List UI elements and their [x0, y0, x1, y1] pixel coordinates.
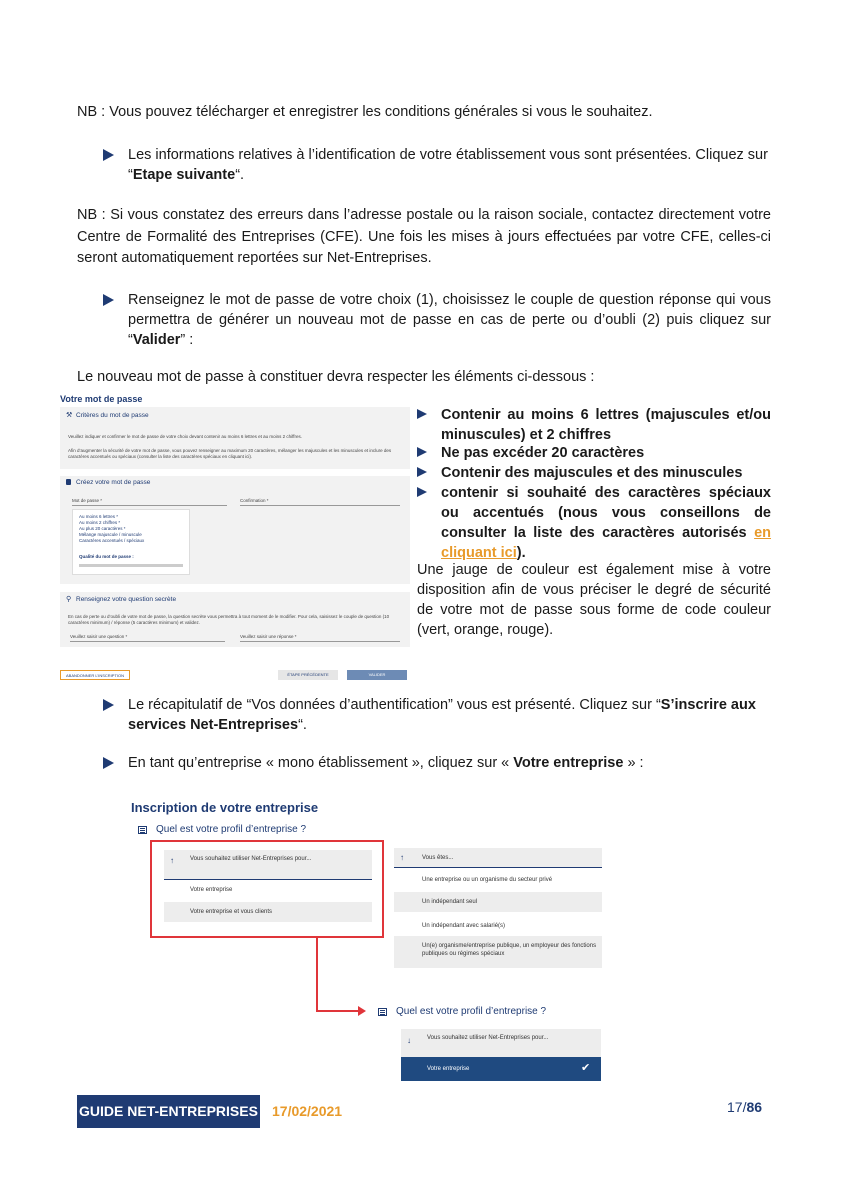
secret-question-title: Renseignez votre question secrète [76, 596, 177, 603]
arrow-up-icon: ↑ [170, 856, 174, 865]
rule-arrow-icon [417, 447, 427, 457]
rule-arrow-icon [417, 467, 427, 477]
connector-line [316, 938, 318, 1012]
bullet-arrow-icon [103, 699, 114, 711]
option-public[interactable]: Un(e) organisme/entreprise publique, un employeur des fonctions publiques ou régimes spéciaux [422, 943, 597, 957]
password-input[interactable] [72, 505, 227, 506]
option-secteur-prive[interactable]: Une entreprise ou un organisme du secteur privé [422, 877, 553, 883]
rule-item: Contenir au moins 6 lettres (majuscules et/ou minuscules) et 2 chiffres [441, 407, 771, 443]
list-icon [138, 826, 147, 834]
arrow-down-icon: ↓ [407, 1036, 411, 1045]
bullet-valider: Renseignez le mot de passe de votre choix (1), choisissez le couple de question réponse qui vous permettra de générer un nouveau mot de passe en cas de perte ou d’oubli (2) puis cliquez sur “Valider” : [128, 292, 771, 348]
key-icon: ⚲ [66, 596, 72, 603]
rule-item: Ne pas excéder 20 caractères [441, 445, 645, 461]
criteria-panel [60, 407, 410, 469]
lock-icon [66, 479, 71, 485]
rule-arrow-icon [417, 409, 427, 419]
arrow-up-icon: ↑ [400, 853, 404, 862]
bottom-panel-head-text: Vous souhaitez utiliser Net-Entreprises pour... [427, 1035, 549, 1041]
left-panel-head-text: Vous souhaitez utiliser Net-Entreprises pour... [190, 856, 312, 862]
wrench-icon: ⚒ [66, 412, 73, 419]
inscription-screenshot [128, 798, 608, 1088]
check-item: Caractères accentués / spéciaux [79, 538, 145, 543]
bullet-arrow-icon [103, 294, 114, 306]
profile-question: Quel est votre profil d’entreprise ? [156, 824, 307, 835]
question-label: Veuillez saisir une question * [70, 634, 128, 639]
password-screenshot [60, 394, 410, 684]
quality-gauge [79, 564, 183, 567]
bullet-inscription: Le récapitulatif de “Vos données d’authentification” vous est présenté. Cliquez sur “S’inscrire aux services Net-Entreprises“. [128, 697, 756, 733]
connector-arrow-icon [358, 1006, 366, 1016]
create-password-title: Créez votre mot de passe [76, 479, 151, 486]
page-number: 17/86 [727, 1099, 763, 1115]
selected-option[interactable] [401, 1057, 601, 1081]
secret-question-panel [60, 592, 410, 647]
password-checklist [72, 509, 190, 575]
password-label: Mot de passe * [72, 498, 103, 503]
allowed-characters-link[interactable]: en cliquant ici [441, 525, 771, 561]
option-independant-salaries[interactable]: Un indépendant avec salarié(s) [422, 923, 506, 929]
criteria-title: Critères du mot de passe [76, 412, 149, 419]
rule-item: Contenir des majuscules et des minuscules [441, 465, 743, 481]
bullet-arrow-icon [103, 757, 114, 769]
answer-input[interactable] [240, 641, 400, 642]
guide-date: 17/02/2021 [272, 1103, 343, 1119]
right-panel-head-text: Vous êtes... [422, 855, 454, 861]
gauge-explanation: Une jauge de couleur est également mise à votre disposition afin de vous préciser le degré de sécurité de votre mot de passe sous forme de code couleur (vert, orange, rouge). [417, 562, 771, 638]
confirm-label: Confirmation * [240, 498, 269, 503]
password-page-title: Votre mot de passe [60, 394, 143, 404]
bullet-votre-entreprise: En tant qu’entreprise « mono établissement », cliquez sur « Votre entreprise » : [128, 755, 644, 771]
quality-label: Qualité du mot de passe : [79, 554, 134, 559]
check-item: Mélange majuscule / minuscule [79, 532, 142, 537]
highlight-box [150, 840, 384, 938]
profile-question-bottom: Quel est votre profil d’entreprise ? [396, 1006, 547, 1017]
rule-item: contenir si souhaité des caractères spéciaux ou accentués (nous vous conseillons de consulter la liste des caractères autorisés en cliquant ici). [441, 485, 771, 561]
bullet-arrow-icon [103, 149, 114, 161]
answer-label: Veuillez saisir une réponse * [240, 634, 297, 639]
nb-conditions: NB : Vous pouvez télécharger et enregistrer les conditions générales si vous le souhaitez. [77, 104, 653, 120]
secret-question-text: En cas de perte ou d’oubli de votre mot de passe, la question secrète vous permettra à tout moment de le modifier. Pour cela, saisissez le couple de question (10 caractères minimum) / réponse (5 caractères minimum) et validez. [68, 614, 390, 625]
rule-arrow-icon [417, 487, 427, 497]
bullet-etape-suivante: Les informations relatives à l’identification de votre établissement vous sont présentées. Cliquez sur “Etape suivante“. [128, 147, 768, 183]
confirm-input[interactable] [240, 505, 400, 506]
nb-cfe: NB : Si vous constatez des erreurs dans l’adresse postale ou la raison sociale, contactez directement votre Centre de Formalité des Entreprises (CFE). Une fois les mises à jours effectuées par votre CFE, celles-ci seront automatiquement reportées sur Net-Entreprises. [77, 207, 771, 266]
check-item: Au moins 6 lettres * [79, 514, 119, 519]
check-icon: ✔ [581, 1062, 591, 1074]
validate-button[interactable]: VALIDER [347, 670, 407, 680]
right-panel [394, 848, 602, 968]
option-votre-entreprise[interactable]: Votre entreprise [190, 887, 233, 893]
criteria-line-2: Afin d’augmenter la sécurité de votre mot de passe, vous pouvez renseigner au maximum 20 caractères, mélanger les majuscules et les minuscules et inclure des caractères accentués ou spéciaux (consulter la liste des caractères spéciaux en cliquant ici). [68, 448, 392, 459]
connector-line [316, 1010, 358, 1012]
previous-step-button[interactable]: ÉTAPE PRÉCÉDENTE [278, 670, 338, 680]
rules-intro: Le nouveau mot de passe à constituer devra respecter les éléments ci-dessous : [77, 369, 595, 385]
option-entreprise-clients[interactable]: Votre entreprise et vous clients [190, 909, 273, 915]
abandon-button[interactable]: ABANDONNER L’INSCRIPTION [60, 670, 130, 680]
create-password-panel [60, 476, 410, 584]
check-item: Au plus 20 caractères * [79, 526, 126, 531]
inscription-title: Inscription de votre entreprise [131, 800, 319, 815]
guide-badge: GUIDE NET-ENTREPRISES [77, 1095, 260, 1128]
list-icon [378, 1008, 387, 1016]
selected-option-label: Votre entreprise [427, 1066, 470, 1072]
question-input[interactable] [70, 641, 225, 642]
criteria-line-1: Veuillez indiquer et confirmer le mot de passe de votre choix devant contenir au moins 6 lettres et au moins 2 chiffres. [68, 434, 303, 439]
check-item: Au moins 2 chiffres * [79, 520, 121, 525]
option-independant-seul[interactable]: Un indépendant seul [422, 899, 478, 905]
